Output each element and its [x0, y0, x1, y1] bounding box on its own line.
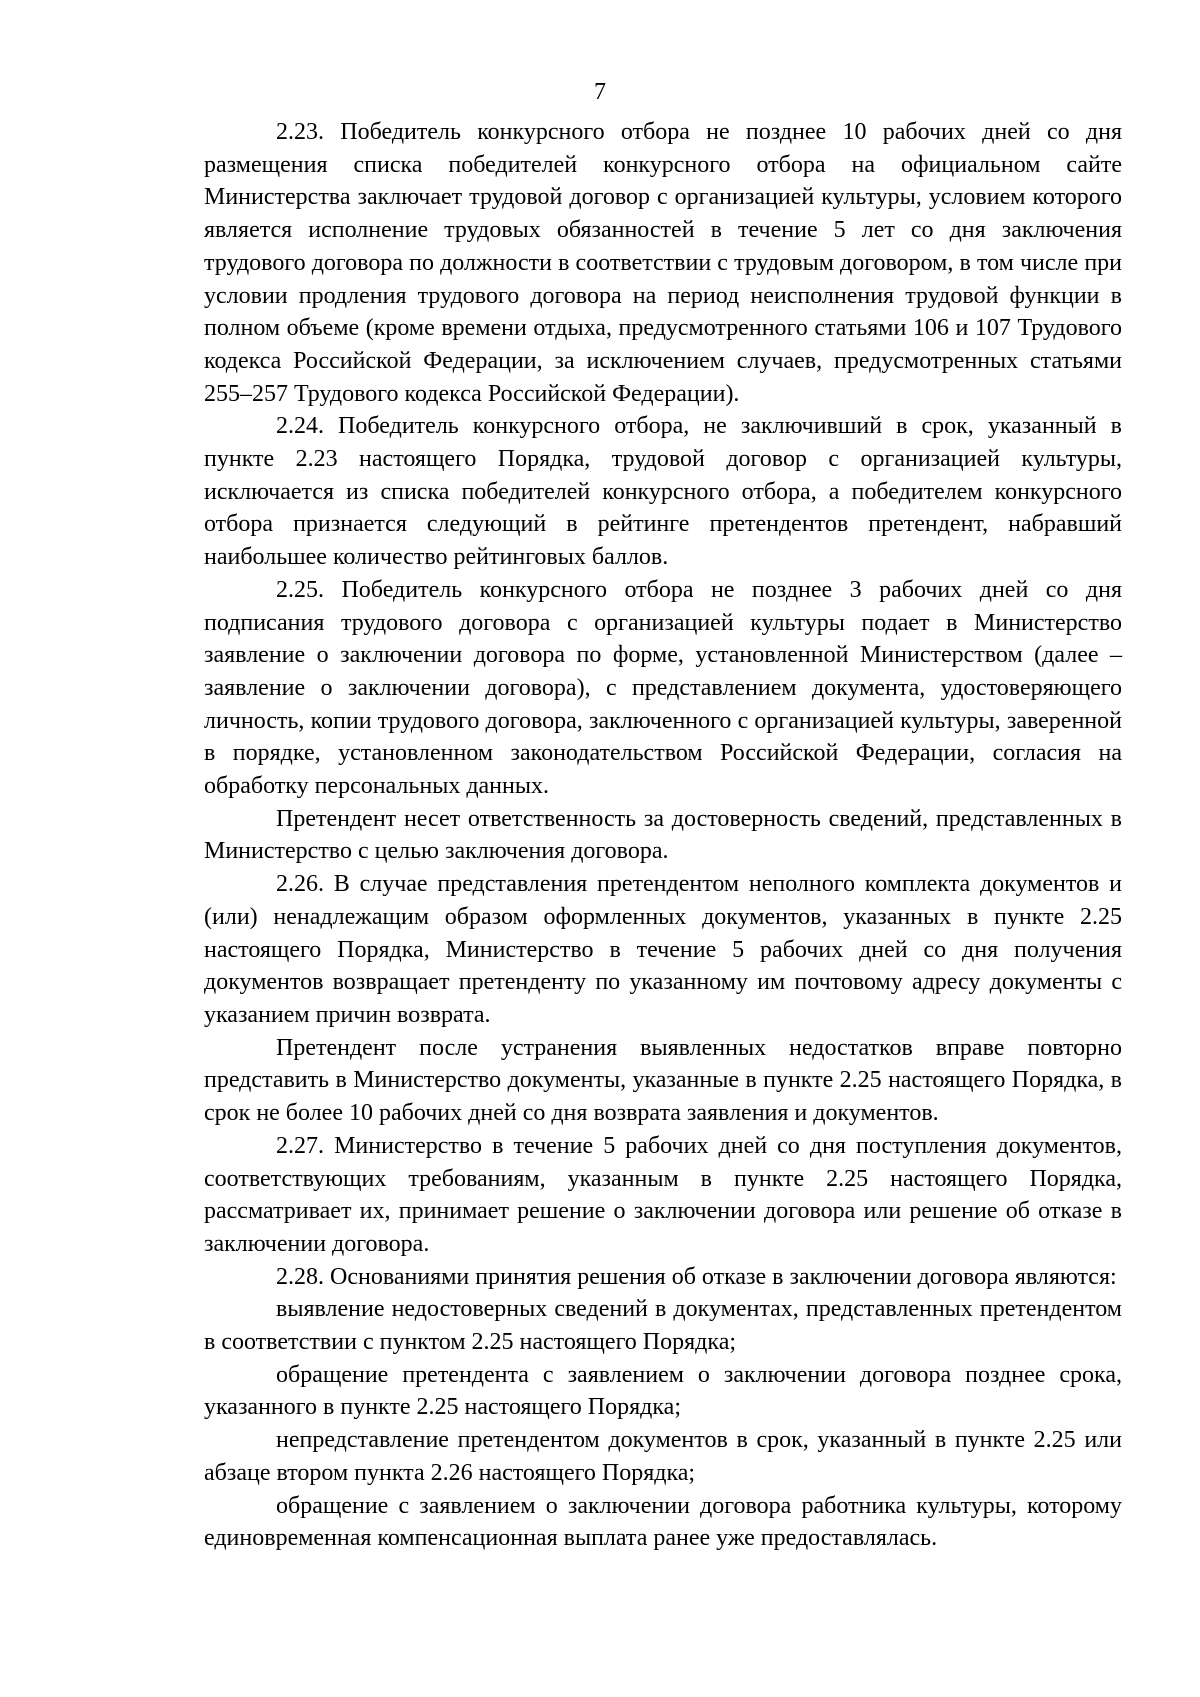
document-body — [204, 116, 1122, 1555]
paragraph-2-26-resubmission: Претендент после устранения выявленных недостатков вправе повторно представить в Министерство документы, указанные в пункте 2.25 настоящего Порядка, в срок не более 10 рабочих дней со дня возврата заявления и документов. — [204, 1034, 1122, 1127]
paragraph-2-25-responsibility: Претендент несет ответственность за достоверность сведений, представленных в Министерство с целью заключения договора. — [204, 805, 1122, 865]
page-number: 7 — [594, 79, 606, 105]
paragraph-2-28-ground-2: обращение претендента с заявлением о заключении договора позднее срока, указанного в пункте 2.25 настоящего Порядка; — [204, 1361, 1122, 1421]
paragraph-2-26: 2.26. В случае представления претендентом неполного комплекта документов и (или) ненадлежащим образом оформленных документов, указанных в пункте 2.25 настоящего Порядка, Министерство в течение 5 рабочих дней со дня получения документов возвращает претенденту по указанному им почтовому адресу документы с указанием причин возврата. — [204, 871, 1122, 1028]
paragraph-2-23: 2.23. Победитель конкурсного отбора не позднее 10 рабочих дней со дня размещения списка победителей конкурсного отбора на официальном сайте Министерства заключает трудовой договор с организацией культуры, условием которого является исполнение трудовых обязанностей в течение 5 лет со дня заключения трудового договора по должности в соответствии с трудовым договором, в том числе при условии продления трудового договора на период неисполнения трудовой функции в полном объеме (кроме времени отдыха, предусмотренного статьями 106 и 107 Трудового кодекса Российской Федерации, за исключением случаев, предусмотренных статьями 255–257 Трудового кодекса Российской Федерации). — [204, 119, 1122, 407]
paragraph-2-24: 2.24. Победитель конкурсного отбора, не заключивший в срок, указанный в пункте 2.23 настоящего Порядка, трудовой договор с организацией культуры, исключается из списка победителей конкурсного отбора, а победителем конкурсного отбора признается следующий в рейтинге претендентов претендент, набравший наибольшее количество рейтинговых баллов. — [204, 413, 1122, 571]
paragraph-2-27: 2.27. Министерство в течение 5 рабочих дней со дня поступления документов, соответствующих требованиям, указанным в пункте 2.25 настоящего Порядка, рассматривает их, принимает решение о заключении договора или решение об отказе в заключении договора. — [204, 1132, 1122, 1257]
paragraph-2-28-ground-3: непредставление претендентом документов в срок, указанный в пункте 2.25 или абзаце втором пункта 2.26 настоящего Порядка; — [204, 1427, 1122, 1486]
paragraph-2-25: 2.25. Победитель конкурсного отбора не позднее 3 рабочих дней со дня подписания трудового договора с организацией культуры подает в Министерство заявление о заключении договора по форме, установленной Министерством (далее – заявление о заключении договора), с представлением документа, удостоверяющего личность, копии трудового договора, заключенного с организацией культуры, заверенной в порядке, установленном законодательством Российской Федерации, согласия на обработку персональных данных. — [204, 576, 1122, 800]
paragraph-2-28-ground-1: выявление недостоверных сведений в документах, представленных претендентом в соответствии с пунктом 2.25 настоящего Порядка; — [204, 1296, 1122, 1356]
paragraph-2-28: 2.28. Основаниями принятия решения об отказе в заключении договора являются: — [276, 1263, 1117, 1290]
paragraph-2-28-ground-4: обращение с заявлением о заключении договора работника культуры, которому единовременная компенсационная выплата ранее уже предоставлялась. — [204, 1492, 1122, 1552]
